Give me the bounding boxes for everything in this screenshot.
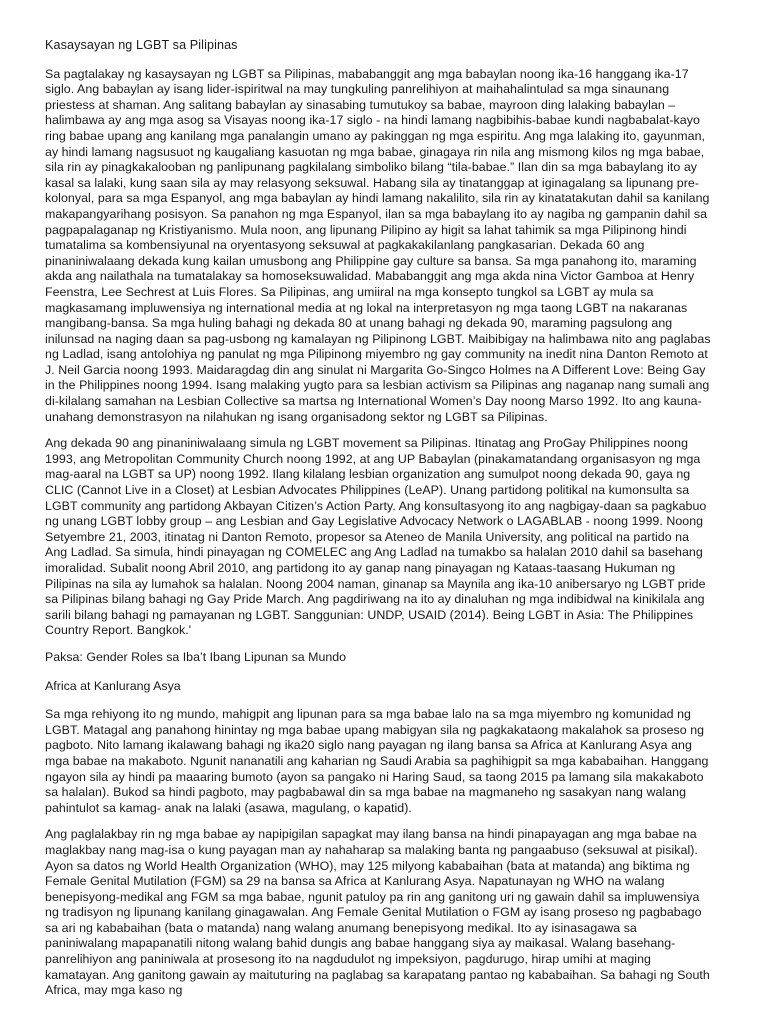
- topic-heading: Paksa: Gender Roles sa Iba’t Ibang Lipunan sa Mundo: [45, 649, 347, 664]
- section-heading: Africa at Kanlurang Asya: [45, 678, 181, 693]
- page-title: Kasaysayan ng LGBT sa Pilipinas: [45, 38, 238, 52]
- body-paragraph: Sa mga rehiyong ito ng mundo, mahigpit ang lipunan para sa mga babae lalo na sa mga miyembro ng komunidad ng LGBT. Matagal ang panahong hinintay ng mga babae upang mabigyan sila ng pagkakataong makalahok sa proseso ng pagboto. Nito lamang ikalawang bahagi ng ika20 siglo nang payagan ng ilang bansa sa Africa at Kanlurang Asya ang mga babae na makaboto. Ngunit nananatili ang kaharian ng Saudi Arabia sa paghihigpit sa mga kababaihan. Hanggang ngayon sila ay hindi pa maaaring bumoto (ayon sa pangako ni Haring Saud, sa taong 2015 pa lamang sila makakaboto sa halalan). Bukod sa hindi pagboto, may pagbabawal din sa mga babae na magmaneho ng sasakyan nang walang pahintulot sa kamag- anak na lalaki (asawa, magulang, o kapatid).: [45, 707, 709, 815]
- body-paragraph: Ang dekada 90 ang pinaniniwalaang simula ng LGBT movement sa Pilipinas. Itinatag ang ProGay Philippines noong 1993, ang Metropolitan Community Church noong 1992, at ang UP Babaylan (pinakamatandang organisasyon ng mga mag-aaral na LGBT sa UP) noong 1992. Ilang kilalang lesbian organization ang sumulpot noong dekada 90, gaya ng CLIC (Cannot Live in a Closet) at Lesbian Advocates Philippines (LeAP). Unang partidong politikal na kumonsulta sa LGBT community ang partidong Akbayan Citizen’s Action Party. Ang konsultasyong ito ang nagbigay-daan sa pagkabuo ng unang LGBT lobby group – ang Lesbian and Gay Legislative Advocacy Network o LAGABLAB - noong 1999. Noong Setyembre 21, 2003, itinatag ni Danton Remoto, propesor sa Ateneo de Manila University, ang political na partido na Ang Ladlad. Sa simula, hindi pinayagan ng COMELEC ang Ang Ladlad na tumakbo sa halalan 2010 dahil sa basehang imoralidad. Subalit noong Abril 2010, ang partidong ito ay ganap nang pinayagan ng Kataas-taasang Hukuman ng Pilipinas na sila ay lumahok sa halalan. Noong 2004 naman, ginanap sa Maynila ang ika-10 anibersaryo ng LGBT pride sa Pilipinas bilang bahagi ng Gay Pride March. Ang pagdiriwang na ito ay dinaluhan ng mga indibidwal na kinikilala ang sarili bilang bahagi ng pamayanan ng LGBT. Sanggunian: UNDP, USAID (2014). Being LGBT in Asia: The Philippines Country Report. Bangkok.': [45, 436, 707, 638]
- body-paragraph: Sa pagtalakay ng kasaysayan ng LGBT sa Pilipinas, mababanggit ang mga babaylan noong ika-16 hanggang ika-17 siglo. Ang babaylan ay isang lider-ispiritwal na may tungkuling panrelihiyon at maihahalintulad sa mga sinaunang priestess at shaman. Ang salitang babaylan ay sinasabing tumutukoy sa babae, mayroon ding lalaking babaylan – halimbawa ay ang mga asog sa Visayas noong ika-17 siglo - na hindi lamang nagbibihis-babae kundi nagbabalat-kayo ring babae upang ang kanilang mga panalangin umano ay pakinggan ng mga espiritu. Ang mga lalaking ito, gayunman, ay hindi lamang nagsusuot ng kaugaliang kasuotan ng mga babae, ginagaya rin nila ang mismong kilos ng mga babae, sila rin ay pinagkakalooban ng panlipunang pagkilalang simboliko bilang “tila-babae.” Ilan din sa mga babaylang ito ay kasal sa lalaki, kung saan sila ay may relasyong seksuwal. Habang sila ay tinatanggap at iginagalang sa lipunang pre-kolonyal, para sa mga Espanyol, ang mga babaylan ay hindi lamang nakalilito, sila rin ay kinatatakutan dahil sa kanilang makapangyarihang posisyon. Sa panahon ng mga Espanyol, ilan sa mga babaylang ito ay nagiba ng gampanin dahil sa pagpapalaganap ng Kristiyanismo. Mula noon, ang lipunang Pilipino ay higit sa lahat tahimik sa mga Pilipinong hindi tumatalima sa kombensiyunal na oryentasyong seksuwal at pagkakakilanlang pangkasarian. Dekada 60 ang pinaniniwalaang dekada kung kailan umusbong ang Philippine gay culture sa bansa. Sa mga panahong ito, maraming akda ang nailathala na tumatalakay sa homoseksuwalidad. Mababanggit ang mga akda nina Victor Gamboa at Henry Feenstra, Lee Sechrest at Luis Flores. Sa Pilipinas, ang umiiral na mga konsepto tungkol sa LGBT ay mula sa magkasamang impluwensiya ng international media at ng lokal na interpretasyon ng mga taong LGBT na nakaranas mangibang-bansa. Sa mga huling bahagi ng dekada 80 at unang bahagi ng dekada 90, maraming pagsulong ang inilunsad na naging daan sa pag-usbong ng kamalayan ng Pilipinong LGBT. Maibibigay na halimbawa nito ang paglabas ng Ladlad, isang antolohiya ng panulat ng mga Pilipinong miyembro ng gay community na inedit nina Danton Remoto at J. Neil Garcia noong 1993. Maidaragdag din ang sinulat ni Margarita Go-Singco Holmes na A Different Love: Being Gay in the Philippines noong 1994. Isang malaking yugto para sa lesbian activism sa Pilipinas ang naganap nang sumali ang di-kilalang samahan na Lesbian Collective sa martsa ng International Women’s Day noong Marso 1992. Ito ang kauna-unahang demonstrasyon na nilahukan ng isang organisadong sektor ng LGBT sa Pilipinas.: [45, 66, 711, 424]
- body-paragraph: Ang paglalakbay rin ng mga babae ay napipigilan sapagkat may ilang bansa na hindi pinapayagan ang mga babae na maglakbay nang mag-isa o kung payagan man ay nahaharap sa malaking banta ng pangaabuso (seksuwal at pisikal). Ayon sa datos ng World Health Organization (WHO), may 125 milyong kababaihan (bata at matanda) ang biktima ng Female Genital Mutilation (FGM) sa 29 na bansa sa Africa at Kanlurang Asya. Napatunayan ng WHO na walang benepisyong-medikal ang FGM sa mga babae, ngunit patuloy pa rin ang ganitong uri ng gawain dahil sa impluwensiya ng tradisyon ng lipunang kanilang ginagawalan. Ang Female Genital Mutilation o FGM ay isang proseso ng pagbabago sa ari ng kababaihan (bata o matanda) nang walang anumang benepisyong medikal. Ito ay isinasagawa sa paniniwalang mapapanatili nitong walang bahid dungis ang babae hanggang siya ay maikasal. Walang basehang-panrelihiyon ang paniniwala at prosesong ito na nagdudulot ng impeksiyon, pagdurugo, hirap umihi at maging kamatayan. Ang ganitong gawain ay maituturing na paglabag sa karapatang pantao ng kababaihan. Sa bahagi ng South Africa, may mga kaso ng: [45, 827, 710, 998]
